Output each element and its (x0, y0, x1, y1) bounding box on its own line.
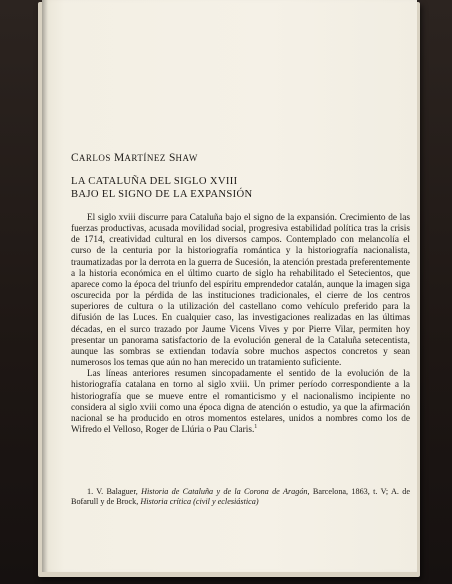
paragraph-2: Las líneas anteriores resumen sincopadamente el sentido de la evolución de la historiografía catalana en torno al siglo xviii. Un primer período correspondiente a la historiografía que se mueve entre el romanticismo y el nacionalismo incipiente no considera al siglo xviii como una época digna de atención o estudio, ya que la afirmación nacional se ha producido en otros momentos estelares, unidos a nombres como los de Wifredo el Velloso, Roger de Llúria o Pau Claris.$^1$ (71, 369, 410, 435)
body-text (71, 213, 410, 436)
paragraph-1: El siglo xviii discurre para Cataluña bajo el signo de la expansión. Crecimiento de las fuerzas productivas, acusada movilidad social, progresiva estabilidad política tras la crisis de 1714, creatividad cultural en los diversos campos. Contemplado con melancolía el curso de la centuria por la historiografía romántica y la historiografía nacionalista, traumatizadas por la derrota en la guerra de Sucesión, la atención prestada preferentemente a la historia económica en el último cuarto de siglo ha rehabilitado el Setecientos, que aparece como la época del triunfo del espíritu emprendedor catalán, aunque la imagen siga oscurecida por la pérdida de las instituciones tradicionales, el cierre de los centros superiores de cultura o la utilización del castellano como vehículo preferido para la difusión de las Luces. En cualquier caso, las investigaciones realizadas en las últimas décadas, en el surco trazado por Jaume Vicens Vives y por Pierre Vilar, permiten hoy presentar un panorama satisfactorio de la evolución general de la Cataluña setecentista, aunque las sombras se extiendan todavía sobre muchos aspectos concretos y sean numerosos los temas que aún no han merecido un tratamiento suficiente. (71, 213, 410, 369)
footnote-marker: 1 (254, 423, 258, 430)
chapter-title-line-1: LA CATALUÑA DEL SIGLO XVIII (71, 176, 238, 187)
footnote: 1. V. Balaguer, Historia de Cataluña y de la Corona de Aragón, Barcelona, 1863, t. V; A. de Bofarull y de Brock, Historia crítica (civil y eclesiástica) (71, 487, 410, 507)
chapter-title-line-2: BAJO EL SIGNO DE LA EXPANSIÓN (71, 188, 253, 200)
book-page (42, 0, 417, 572)
chapter-title (71, 176, 253, 201)
page-gutter-shadow (42, 0, 48, 572)
author-name: CARLOS MARTÍNEZ SHAW (71, 152, 198, 164)
